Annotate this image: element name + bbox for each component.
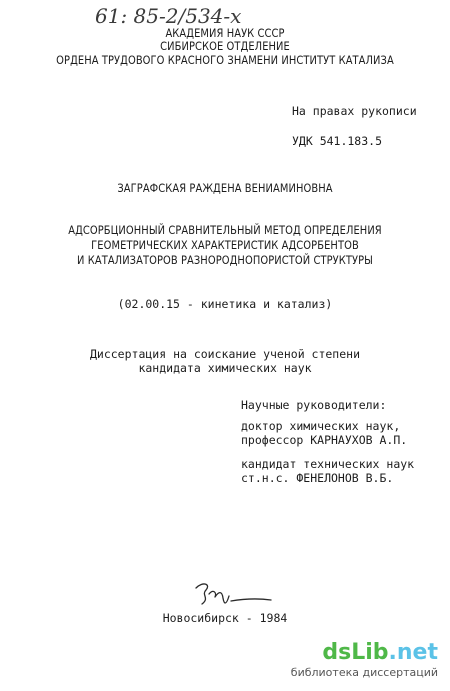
dslib-watermark: [288, 640, 438, 679]
supervisor-1-degree: доктор химических наук,: [241, 419, 401, 433]
header-branch: СИБИРСКОЕ ОТДЕЛЕНИЕ: [160, 39, 290, 53]
handwritten-reference: 61: 85-2/534-х: [95, 4, 242, 28]
author-signature: [193, 578, 273, 608]
rights-note: На правах рукописи: [292, 104, 417, 118]
degree-line-1: Диссертация на соискание ученой степени: [89, 347, 361, 361]
udc-code: УДК 541.183.5: [292, 134, 383, 148]
supervisors-heading: Научные руководители:: [241, 398, 387, 412]
header-institute: ОРДЕНА ТРУДОВОГО КРАСНОГО ЗНАМЕНИ ИНСТИТУТ КАТАЛИЗА: [56, 53, 394, 67]
header-academy: АКАДЕМИЯ НАУК СССР: [165, 26, 285, 40]
dslib-subtitle: библиотека диссертаций: [290, 666, 438, 679]
specialty-code: (02.00.15 - кинетика и катализ): [117, 297, 333, 311]
title-line-3: И КАТАЛИЗАТОРОВ РАЗНОРОДНОПОРИСТОЙ СТРУКТУРЫ: [77, 253, 373, 267]
supervisor-1-name: профессор КАРНАУХОВ А.П.: [241, 433, 408, 447]
author-name: ЗАГРАФСКАЯ РАЖДЕНА ВЕНИАМИНОВНА: [117, 181, 333, 195]
place-and-year: Новосибирск - 1984: [162, 611, 288, 625]
title-line-1: АДСОРБЦИОННЫЙ СРАВНИТЕЛЬНЫЙ МЕТОД ОПРЕДЕЛЕНИЯ: [68, 223, 382, 237]
dslib-logo: dsLib.net: [322, 640, 438, 665]
supervisor-2-name: ст.н.с. ФЕНЕЛОНОВ В.Б.: [241, 471, 394, 485]
degree-line-2: кандидата химических наук: [138, 361, 312, 375]
title-line-2: ГЕОМЕТРИЧЕСКИХ ХАРАКТЕРИСТИК АДСОРБЕНТОВ: [91, 238, 359, 252]
supervisor-2-degree: кандидат технических наук: [241, 457, 415, 471]
